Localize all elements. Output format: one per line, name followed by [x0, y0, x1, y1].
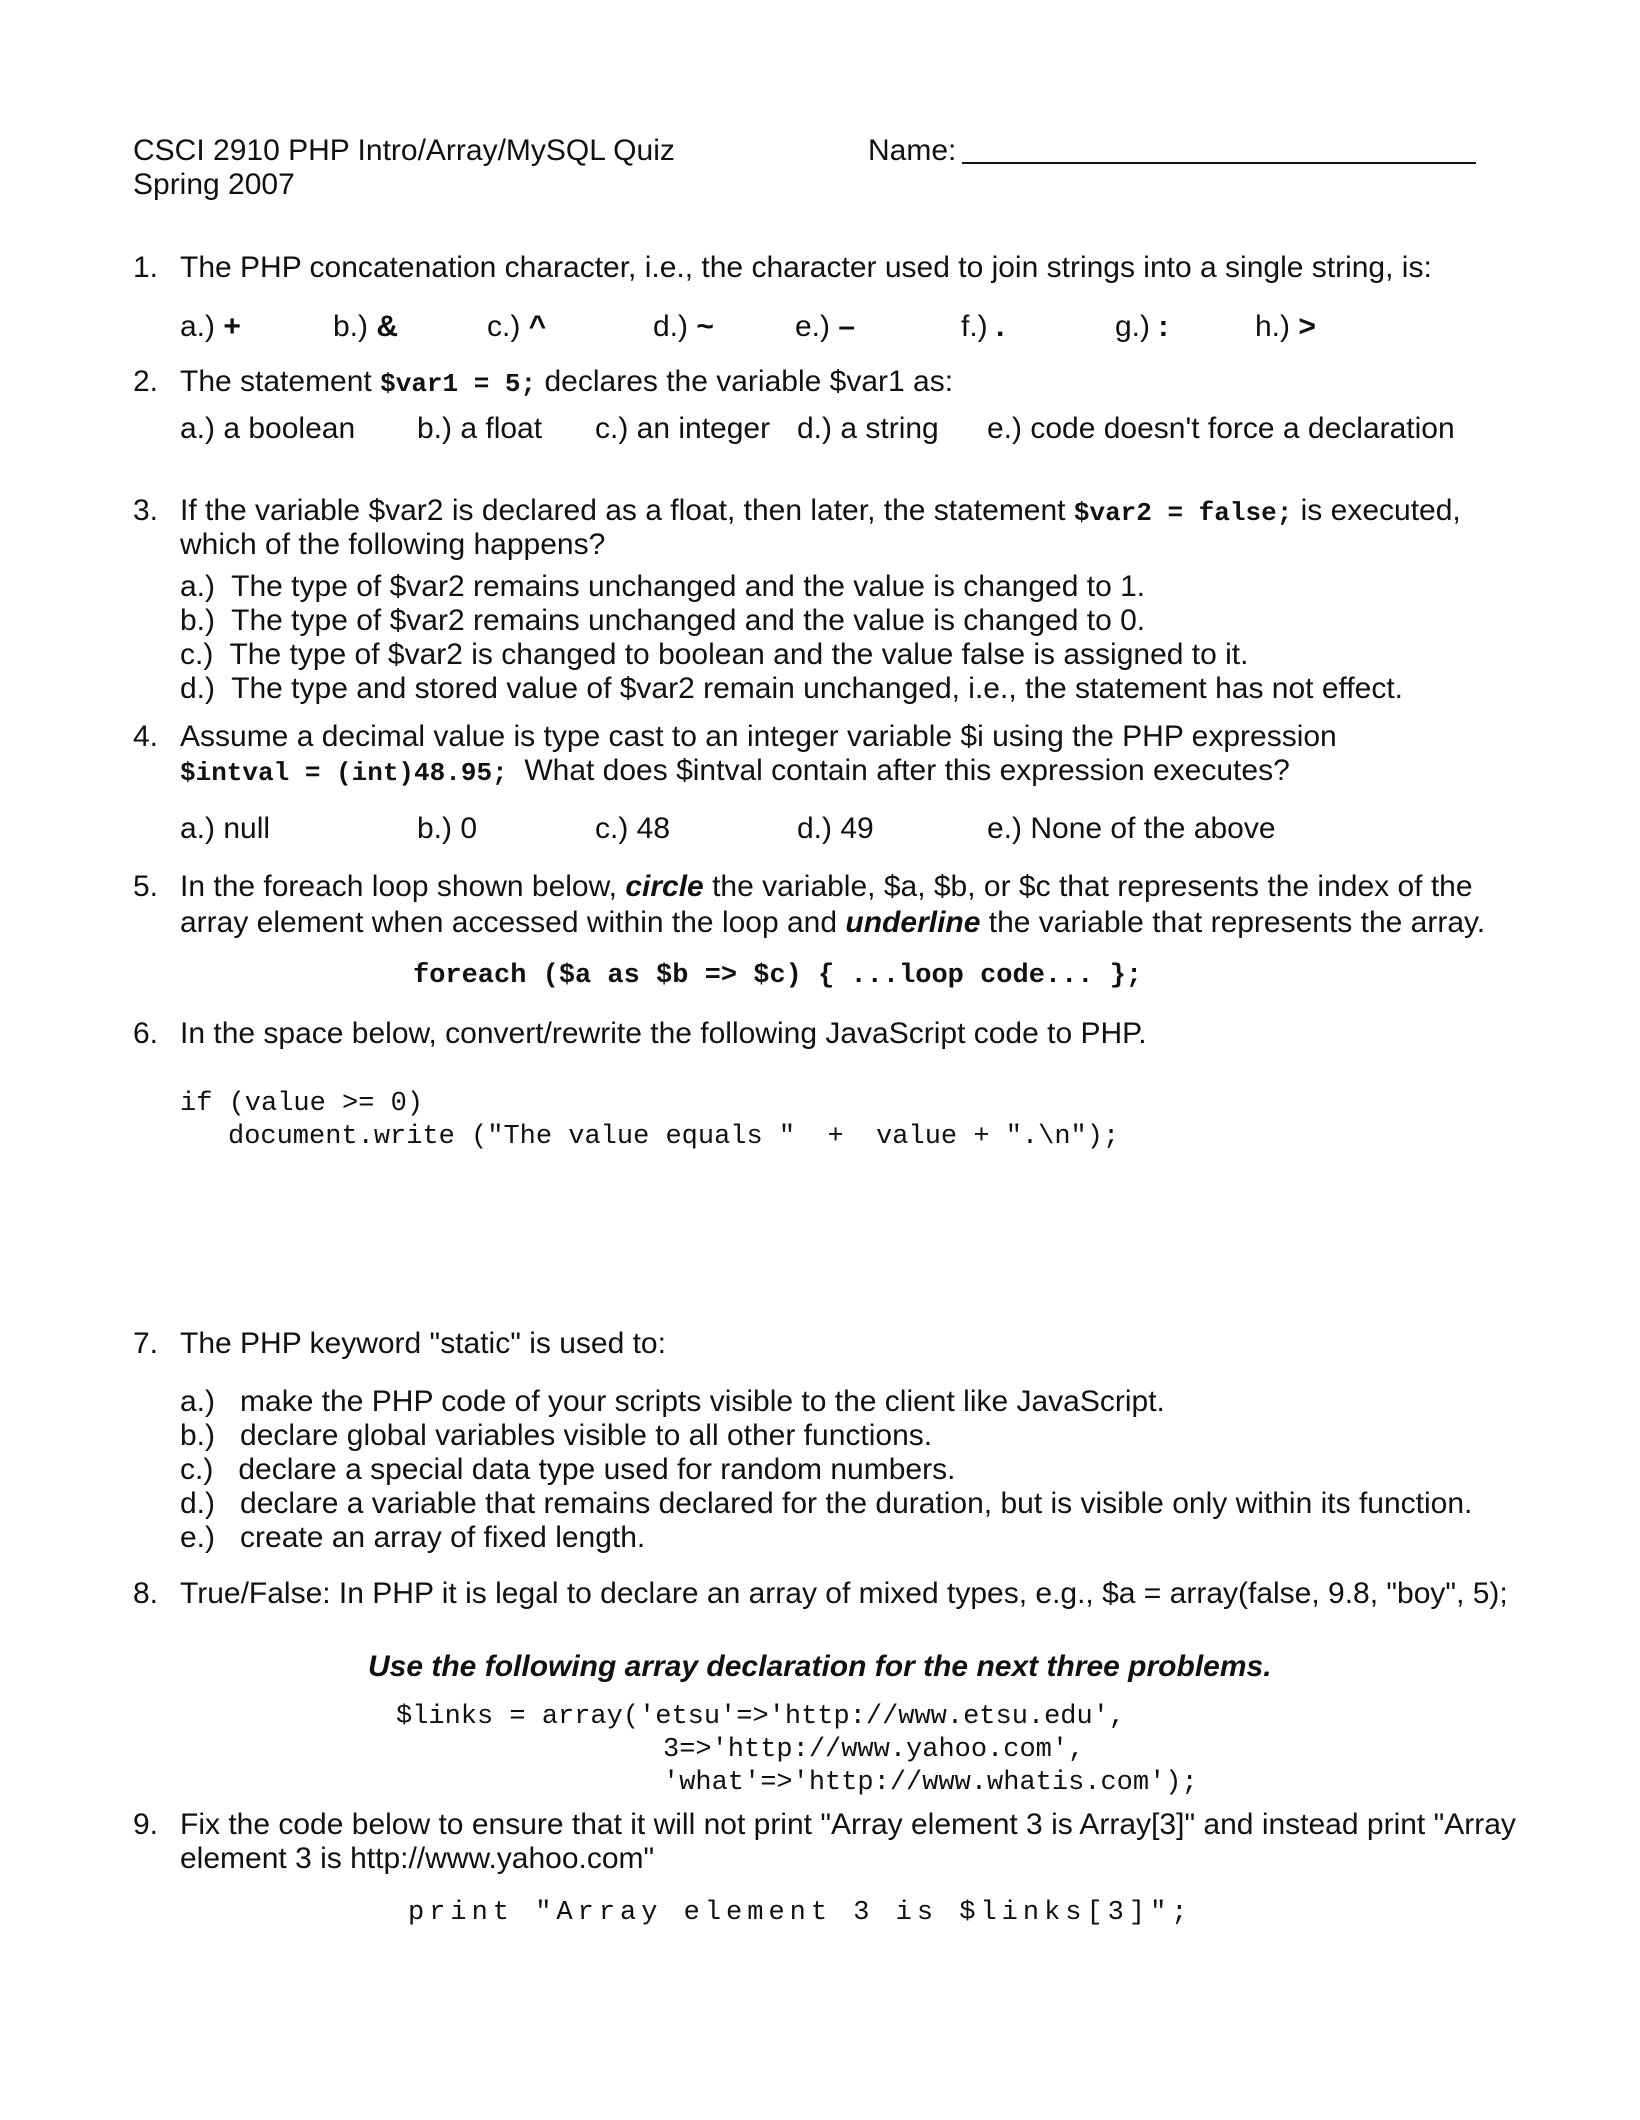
- q7-option-c: c.) declare a special data type used for random numbers.: [180, 1453, 956, 1486]
- question-2-text: The statement $var1 = 5; declares the variable $var1 as:: [180, 365, 954, 399]
- q1-option-c: c.) ^: [487, 310, 547, 343]
- question-1-text: The PHP concatenation character, i.e., the character used to join strings into a single string, is:: [180, 251, 1432, 284]
- question-7-text: The PHP keyword "static" is used to:: [180, 1327, 666, 1360]
- q7-option-b: b.) declare global variables visible to all other functions.: [180, 1419, 933, 1452]
- q4-option-d: d.) 49: [797, 812, 874, 845]
- q1-option-a: a.) +: [180, 310, 241, 343]
- javascript-code-line1: if (value >= 0): [180, 1089, 424, 1119]
- foreach-code: foreach ($a as $b => $c) { ...loop code... };: [413, 961, 1143, 991]
- q2-option-e: e.) code doesn't force a declaration: [987, 412, 1455, 445]
- q7-option-e: e.) create an array of fixed length.: [180, 1521, 646, 1554]
- question-3-text-line2: which of the following happens?: [180, 528, 606, 561]
- print-code: print "Array element 3 is $links[3]";: [408, 1898, 1193, 1928]
- question-8-text: True/False: In PHP it is legal to declare an array of mixed types, e.g., $a = array(false, 9.8, "boy", 5);: [180, 1577, 1508, 1610]
- q3-option-c: c.) The type of $var2 is changed to boolean and the value false is assigned to it.: [180, 638, 1249, 671]
- question-3-text: If the variable $var2 is declared as a float, then later, the statement $var2 = false; is executed,: [180, 494, 1461, 528]
- question-6-text: In the space below, convert/rewrite the following JavaScript code to PHP.: [180, 1017, 1147, 1050]
- q2-option-c: c.) an integer: [595, 412, 771, 445]
- q3-option-b: b.) The type of $var2 remains unchanged and the value is changed to 0.: [180, 604, 1146, 637]
- q2-option-d: d.) a string: [797, 412, 939, 445]
- question-9-text: Fix the code below to ensure that it will not print "Array element 3 is Array[3]" and instead print "Array: [180, 1808, 1516, 1841]
- q3-option-d: d.) The type and stored value of $var2 remain unchanged, i.e., the statement has not effect.: [180, 672, 1404, 705]
- name-blank[interactable]: [962, 162, 1476, 164]
- question-2-options: [180, 412, 1480, 446]
- q1-option-f: f.) .: [961, 310, 1005, 343]
- name-label: Name:: [868, 134, 957, 167]
- q6-answer-space[interactable]: [180, 1170, 1476, 1320]
- q4-option-a: a.) null: [180, 812, 271, 845]
- q7-option-d: d.) declare a variable that remains declared for the duration, but is visible only within its function.: [180, 1487, 1473, 1520]
- question-4-text: Assume a decimal value is type cast to an integer variable $i using the PHP expression: [180, 720, 1337, 753]
- question-8-number: 8.: [133, 1577, 159, 1610]
- question-4-number: 4.: [133, 720, 159, 753]
- array-code-line2: 3=>'http://www.yahoo.com',: [663, 1735, 1085, 1765]
- q4-option-c: c.) 48: [595, 812, 671, 845]
- question-4-options: [180, 812, 1380, 846]
- question-5-number: 5.: [133, 870, 159, 903]
- q1-option-d: d.) ~: [653, 310, 714, 343]
- array-code-line1: $links = array('etsu'=>'http://www.etsu.edu',: [396, 1702, 1126, 1732]
- q2-option-a: a.) a boolean: [180, 412, 356, 445]
- q7-option-a: a.) make the PHP code of your scripts visible to the client like JavaScript.: [180, 1385, 1165, 1418]
- question-2-number: 2.: [133, 365, 159, 398]
- q2-option-b: b.) a float: [417, 412, 543, 445]
- question-5-text-line2: array element when accessed within the loop and underline the variable that represents the array.: [180, 906, 1486, 939]
- question-3-number: 3.: [133, 494, 159, 527]
- q4-option-e: e.) None of the above: [987, 812, 1276, 845]
- question-9-text-line2: element 3 is http://www.yahoo.com": [180, 1842, 655, 1875]
- question-1-options: [180, 310, 1380, 344]
- question-1-number: 1.: [133, 251, 159, 284]
- q1-option-g: g.) :: [1115, 310, 1169, 343]
- q1-option-h: h.) >: [1255, 310, 1316, 343]
- question-9-number: 9.: [133, 1808, 159, 1841]
- array-block-heading: Use the following array declaration for the next three problems.: [368, 1650, 1272, 1683]
- question-6-number: 6.: [133, 1017, 159, 1050]
- quiz-term: Spring 2007: [133, 168, 295, 201]
- q3-option-a: a.) The type of $var2 remains unchanged and the value is changed to 1.: [180, 570, 1146, 603]
- javascript-code-line2: document.write ("The value equals " + value + ".\n");: [228, 1122, 1120, 1152]
- q1-option-e: e.) –: [795, 310, 856, 343]
- q1-option-b: b.) &: [333, 310, 399, 343]
- question-7-number: 7.: [133, 1327, 159, 1360]
- q4-option-b: b.) 0: [417, 812, 478, 845]
- array-code-line3: 'what'=>'http://www.whatis.com');: [663, 1768, 1198, 1798]
- question-5-text: In the foreach loop shown below, circle the variable, $a, $b, or $c that represents the index of the: [180, 870, 1473, 903]
- question-4-text-line2: $intval = (int)48.95; What does $intval contain after this expression executes?: [180, 754, 1290, 788]
- quiz-title: CSCI 2910 PHP Intro/Array/MySQL Quiz: [133, 134, 675, 167]
